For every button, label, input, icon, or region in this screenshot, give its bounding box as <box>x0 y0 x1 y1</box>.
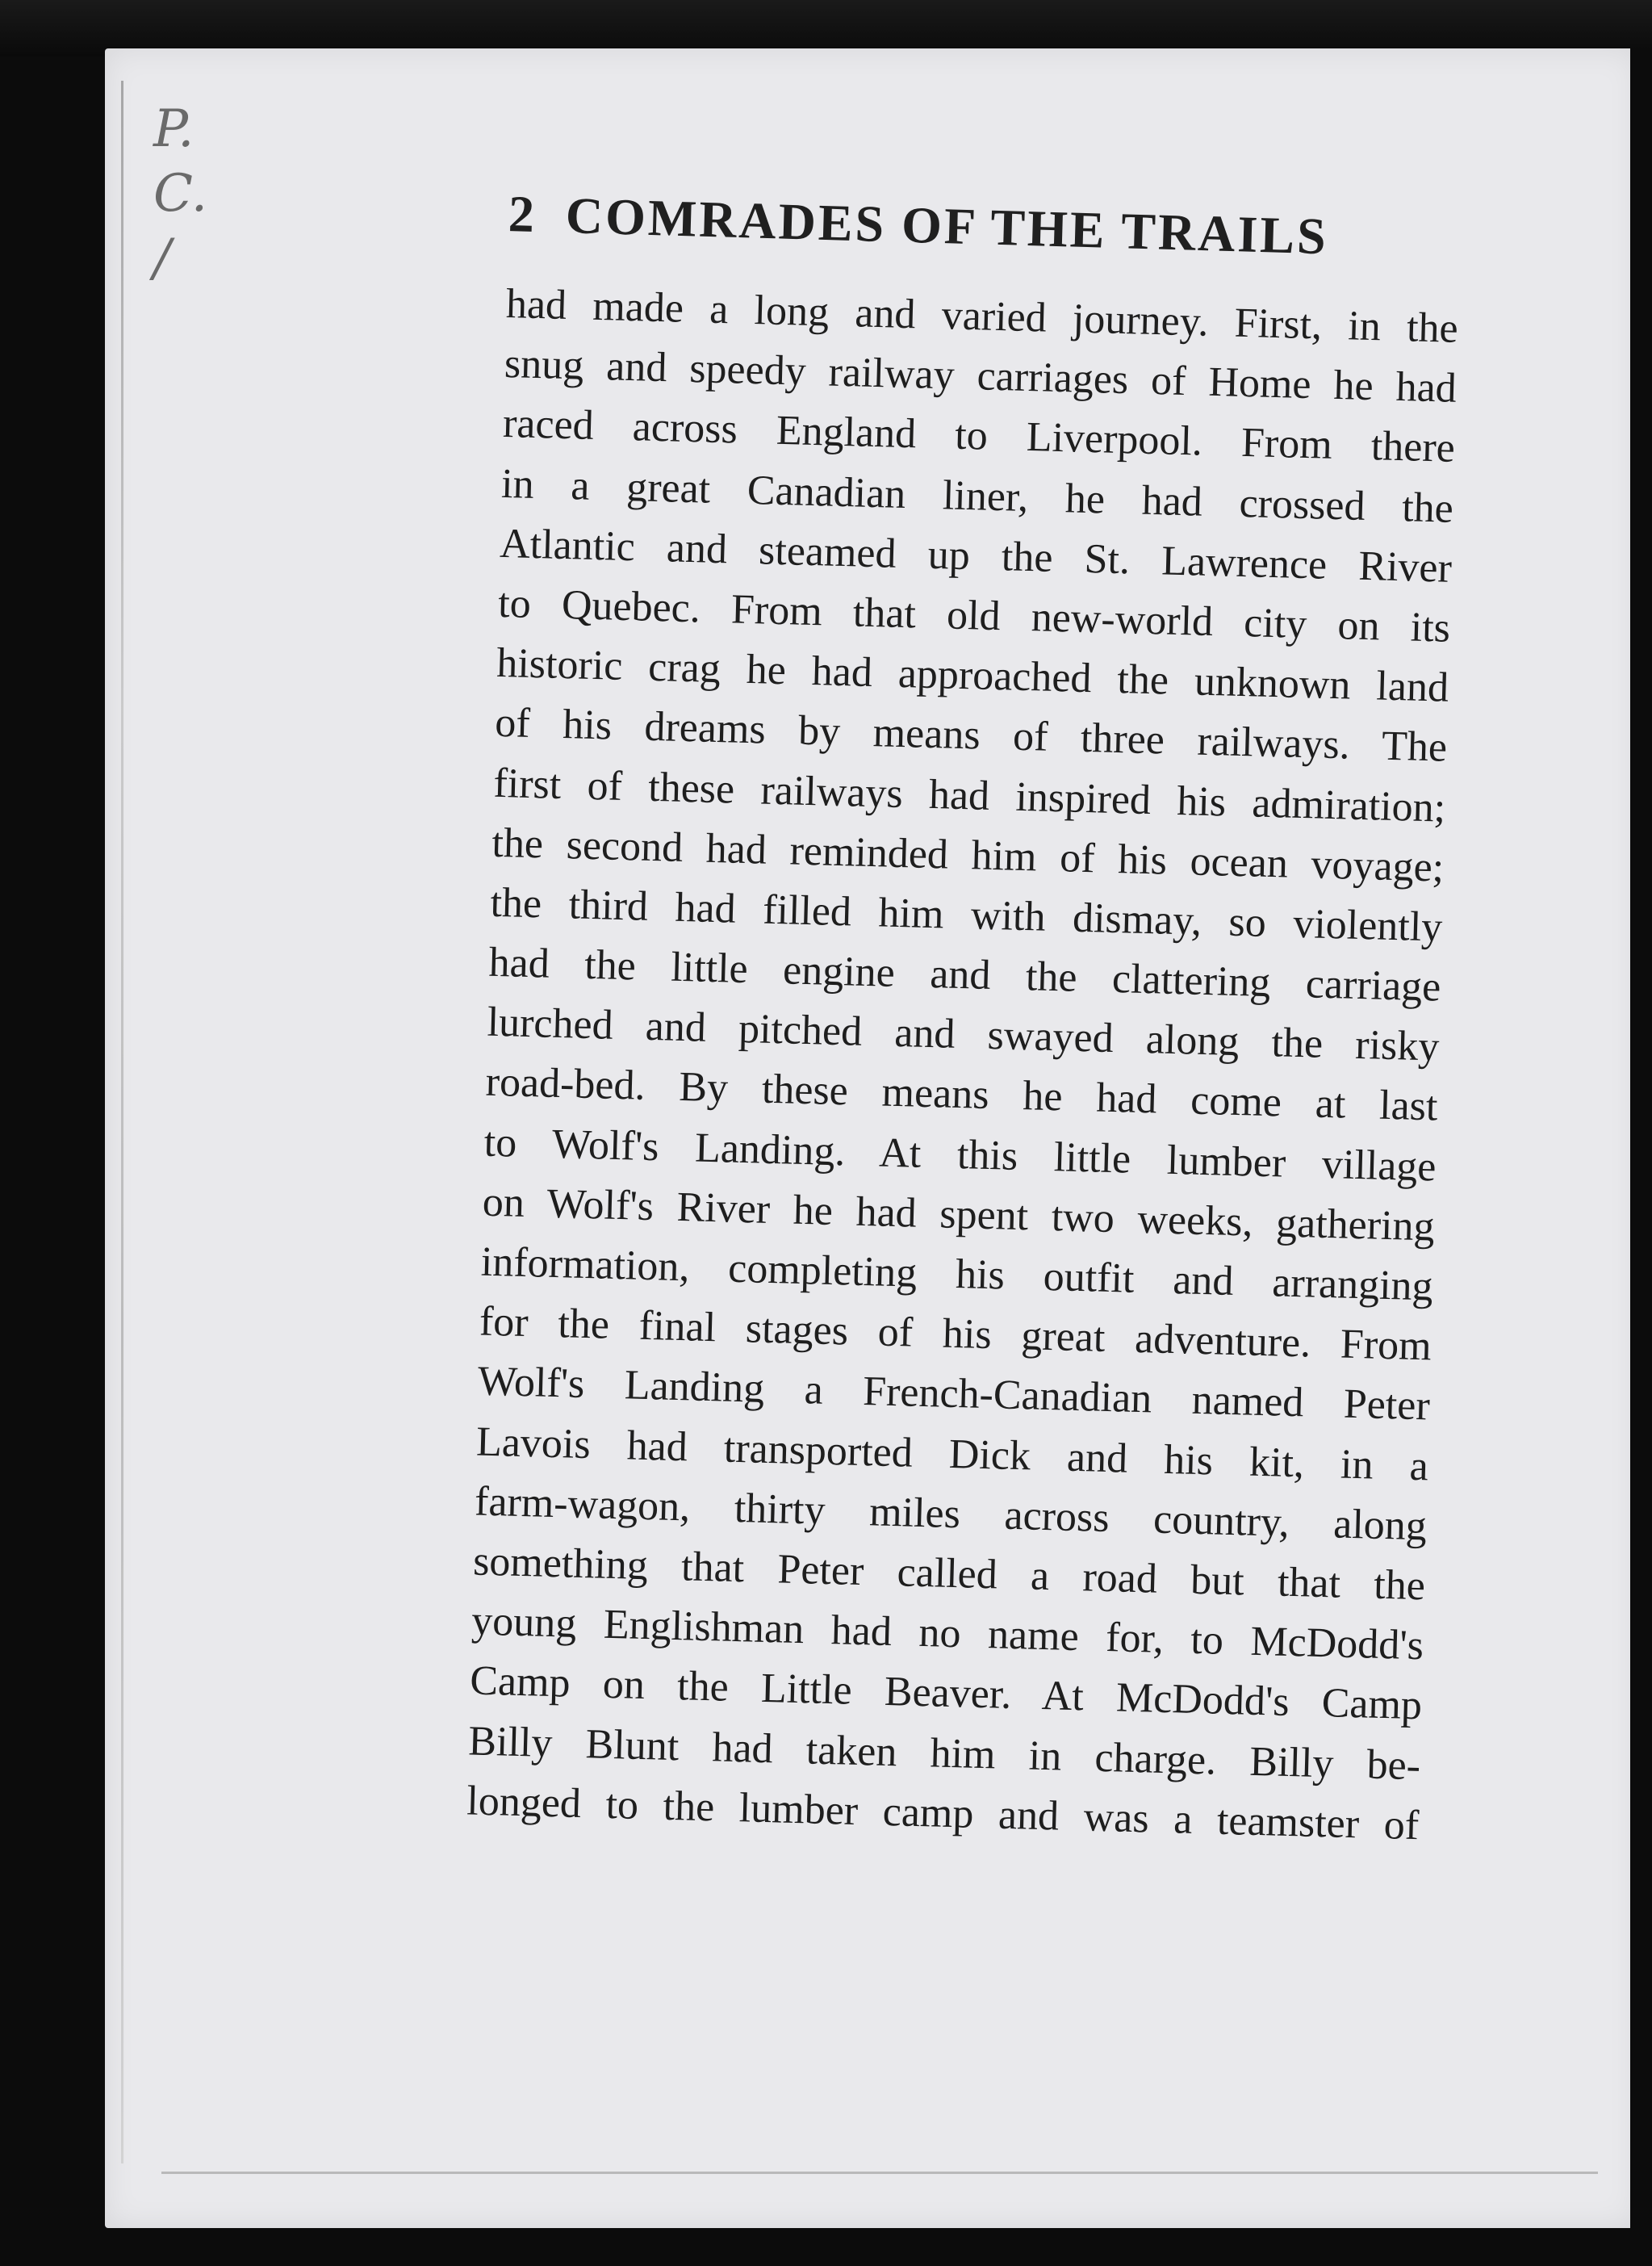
text-line: Camp on the Little Beaver. At McDodd's Camp <box>469 1657 1423 1729</box>
scan-right-border <box>1630 48 1652 2266</box>
text-line: historic crag he had approached the unknown land <box>496 639 1449 711</box>
page-number: 2 <box>508 185 537 243</box>
text-line: on Wolf's River he had spent two weeks, gathering <box>482 1179 1436 1250</box>
text-line: Atlantic and steamed up the St. Lawrence River <box>499 520 1453 592</box>
page-bottom-edge <box>161 2172 1598 2174</box>
text-line: farm-wagon, thirty miles across country, along <box>474 1478 1428 1550</box>
text-line: Lavois had transported Dick and his kit, in a <box>475 1418 1429 1489</box>
text-line: information, completing his outfit and arranging <box>480 1238 1434 1310</box>
text-line: raced across England to Liverpool. From there <box>502 400 1456 472</box>
text-line: had the little engine and the clattering carriage <box>487 939 1442 1011</box>
margin-mark: P. <box>153 99 194 159</box>
text-line: to Quebec. From that old new-world city on its <box>497 580 1451 651</box>
book-title: COMRADES OF THE TRAILS <box>564 186 1329 266</box>
text-line: to Wolf's Landing. At this little lumber village <box>483 1119 1437 1191</box>
text-line: had made a long and varied journey. First, in the <box>505 280 1459 352</box>
text-line: lurched and pitched and swayed along the risky <box>486 999 1441 1070</box>
text-line: young Englishman had no name for, to McDodd's <box>471 1598 1424 1669</box>
body-text <box>466 274 1459 1856</box>
text-line: for the final stages of his great adventure. From <box>479 1298 1432 1370</box>
page-left-edge <box>121 81 123 2163</box>
margin-mark: / <box>153 228 171 288</box>
text-line: something that Peter called a road but that the <box>472 1538 1426 1610</box>
margin-mark: C. <box>153 164 208 224</box>
text-line: of his dreams by means of three railways. The <box>494 700 1448 772</box>
text-line: snug and speedy railway carriages of Home he had <box>504 341 1458 413</box>
text-line: the second had reminded him of his ocean voyage; <box>491 819 1445 891</box>
text-line: in a great Canadian liner, he had crossed the <box>500 460 1454 532</box>
margin-pencil-marks <box>153 97 226 339</box>
text-line: first of these railways had inspired his admiration; <box>492 760 1446 831</box>
text-line: Billy Blunt had taken him in charge. Billy be- <box>467 1717 1421 1789</box>
text-line: the third had filled him with dismay, so violently <box>489 879 1443 951</box>
text-line: road-bed. By these means he had come at last <box>485 1059 1439 1130</box>
text-line: Wolf's Landing a French-Canadian named Peter <box>477 1358 1431 1430</box>
text-line: longed to the lumber camp and was a teamster of <box>466 1778 1420 1849</box>
